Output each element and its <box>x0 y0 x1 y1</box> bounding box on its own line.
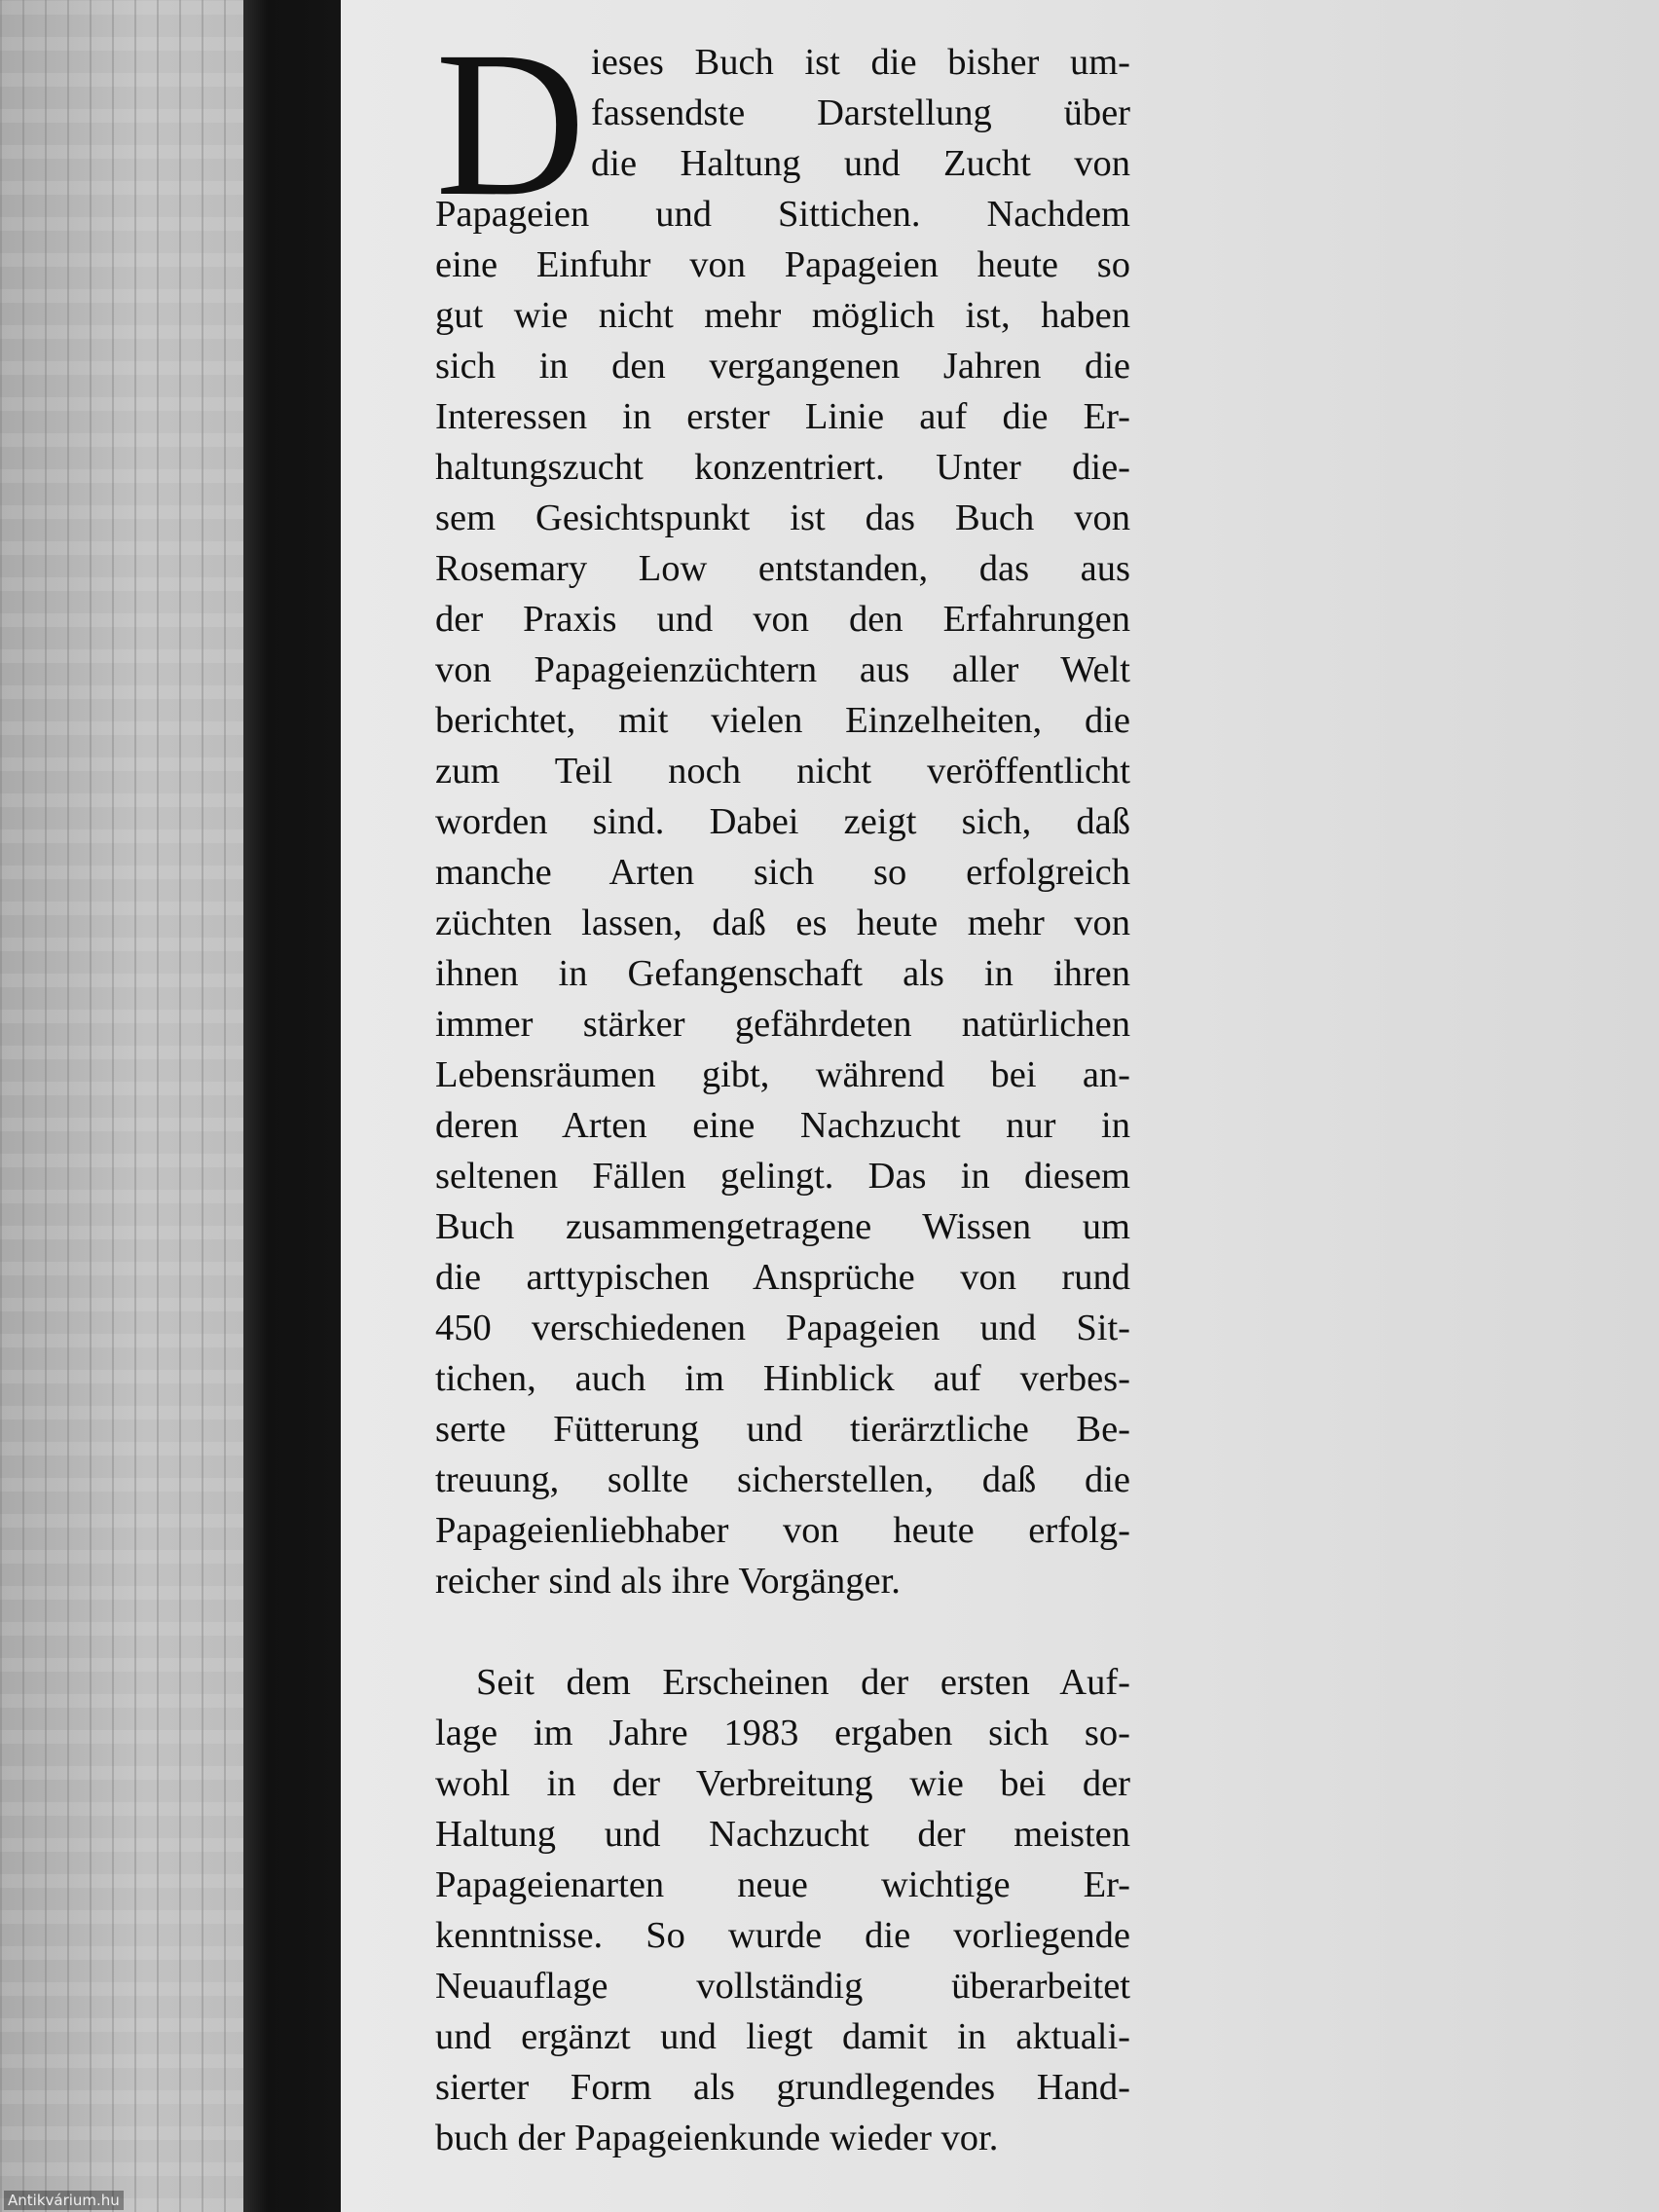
text-line: Papageienliebhaber von heute erfolg- <box>435 1510 1130 1551</box>
paragraph-2 <box>435 1657 1130 2163</box>
text-line: die arttypischen Ansprüche von rund <box>435 1257 1130 1298</box>
text-line: Interessen in erster Linie auf die Er- <box>435 396 1130 437</box>
text-line: Seit dem Erscheinen der ersten Auf- <box>476 1662 1130 1703</box>
text-line: Buch zusammengetragene Wissen um <box>435 1206 1130 1247</box>
blurb-text <box>435 9 1130 2163</box>
text-line: sem Gesichtspunkt ist das Buch von <box>435 498 1130 538</box>
text-line: und ergänzt und liegt damit in aktuali- <box>435 2016 1130 2057</box>
text-line: der Praxis und von den Erfahrungen <box>435 599 1130 640</box>
text-line: züchten lassen, daß es heute mehr von <box>435 903 1130 943</box>
text-line: Rosemary Low entstanden, das aus <box>435 548 1130 589</box>
text-line: treuung, sollte sicherstellen, daß die <box>435 1459 1130 1500</box>
text-line: von Papageienzüchtern aus aller Welt <box>435 649 1130 690</box>
text-line: serte Fütterung und tierärztliche Be- <box>435 1409 1130 1450</box>
text-line: Papageien und Sittichen. Nachdem <box>435 194 1130 235</box>
text-line: seltenen Fällen gelingt. Das in diesem <box>435 1156 1130 1197</box>
text-line: 450 verschiedenen Papageien und Sit- <box>435 1308 1130 1348</box>
text-line: reicher sind als ihre Vorgänger. <box>435 1561 901 1602</box>
text-line: zum Teil noch nicht veröffentlicht <box>435 751 1130 792</box>
text-line: lage im Jahre 1983 ergaben sich so- <box>435 1713 1130 1753</box>
text-line: sierter Form als grundlegendes Hand- <box>435 2067 1130 2108</box>
paragraph-gap <box>435 1606 1130 1657</box>
text-line: tichen, auch im Hinblick auf verbes- <box>435 1358 1130 1399</box>
text-line: sich in den vergangenen Jahren die <box>435 346 1130 387</box>
text-line: gut wie nicht mehr möglich ist, haben <box>435 295 1130 336</box>
text-line: berichtet, mit vielen Einzelheiten, die <box>435 700 1130 741</box>
text-line: immer stärker gefährdeten natürlichen <box>435 1004 1130 1045</box>
text-line: manche Arten sich so erfolgreich <box>435 852 1130 893</box>
text-line: Papageienarten neue wichtige Er- <box>435 1864 1130 1905</box>
paragraph-1 <box>435 9 1130 1606</box>
book-spine-edge <box>243 0 341 2212</box>
text-line: Haltung und Nachzucht der meisten <box>435 1814 1130 1855</box>
text-line: buch der Papageienkunde wieder vor. <box>435 2118 999 2158</box>
text-line: ihnen in Gefangenschaft als in ihren <box>435 953 1130 994</box>
text-line: deren Arten eine Nachzucht nur in <box>435 1105 1130 1146</box>
text-line: worden sind. Dabei zeigt sich, daß <box>435 801 1130 842</box>
text-line: Neuauflage vollständig überarbeitet <box>435 1966 1130 2007</box>
wood-background <box>0 0 243 2212</box>
watermark: Antikvárium.hu <box>4 2191 124 2210</box>
text-line: kenntnisse. So wurde die vorliegende <box>435 1915 1130 1956</box>
text-line: die Haltung und Zucht von <box>591 143 1130 184</box>
drop-cap: D <box>435 9 586 240</box>
text-line: fassendste Darstellung über <box>591 92 1130 133</box>
text-line: haltungszucht konzentriert. Unter die- <box>435 447 1130 488</box>
text-line: Lebensräumen gibt, während bei an- <box>435 1054 1130 1095</box>
text-line: wohl in der Verbreitung wie bei der <box>435 1763 1130 1804</box>
text-line: eine Einfuhr von Papageien heute so <box>435 244 1130 285</box>
text-line: ieses Buch ist die bisher um- <box>591 42 1130 83</box>
